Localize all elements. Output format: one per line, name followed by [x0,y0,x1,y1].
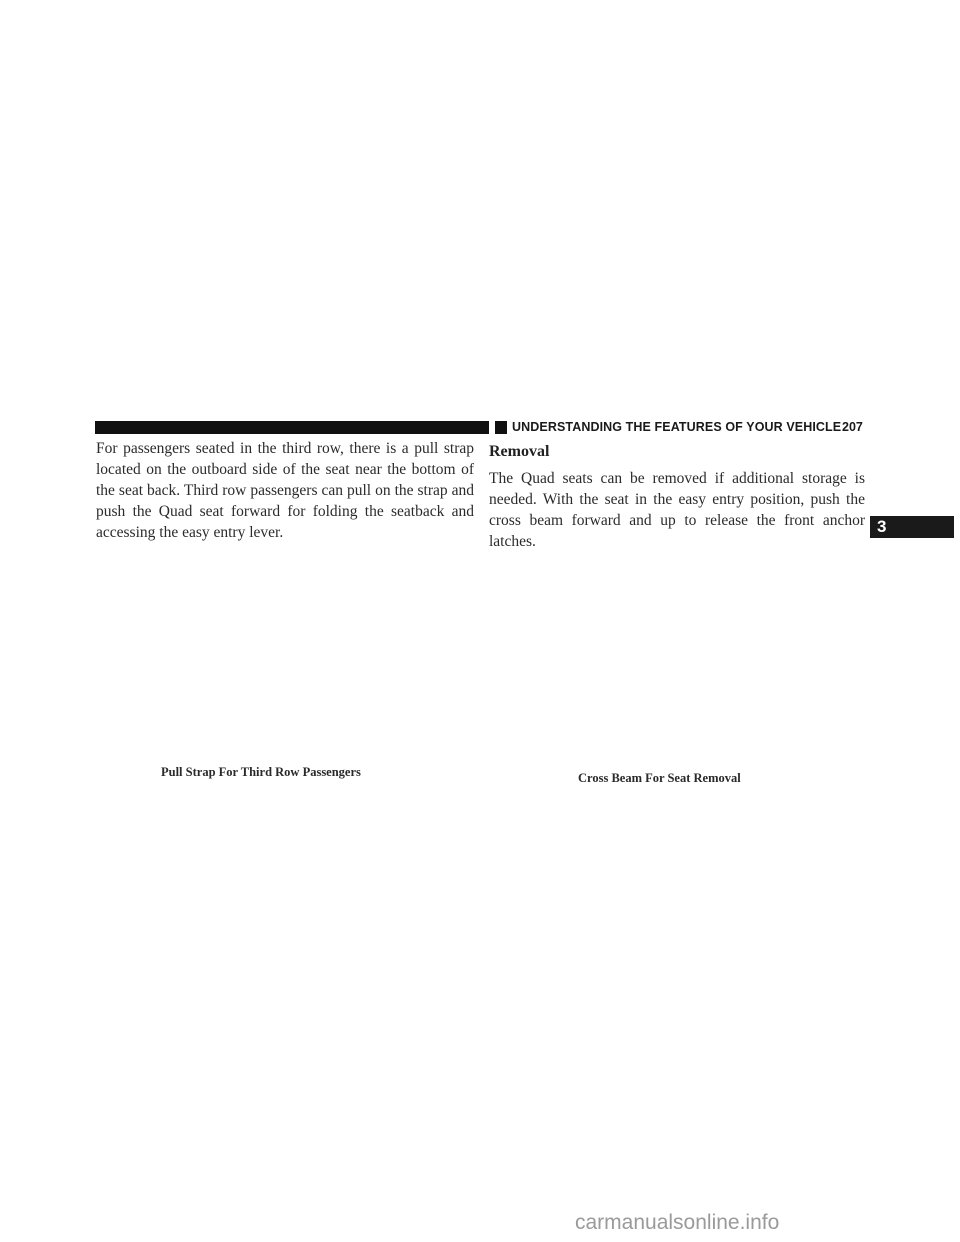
header-rule-bar [95,421,489,434]
figure-caption-cross-beam: Cross Beam For Seat Removal [578,771,741,785]
chapter-tab [870,516,954,538]
figure-caption-pull-strap: Pull Strap For Third Row Passengers [161,765,361,779]
watermark-text: carmanualsonline.info [575,1211,780,1234]
page-number: 207 [842,420,863,434]
section-heading-removal: Removal [489,443,550,460]
running-header-title: UNDERSTANDING THE FEATURES OF YOUR VEHICLE [512,420,842,434]
chapter-tab-label: 3 [877,517,887,536]
header-rule-small-bar [495,421,507,434]
right-column-paragraph: The Quad seats can be removed if additional storage is needed. With the seat in the easy entry position, push the cross beam forward and up to release the front anchor latches. [489,470,865,550]
left-column-paragraph: For passengers seated in the third row, there is a pull strap located on the outboard side of the seat near the bottom of the seat back. Third row passengers can pull on the strap and push the Quad seat forward for folding the seatback and accessing the easy entry lever. [96,440,474,541]
